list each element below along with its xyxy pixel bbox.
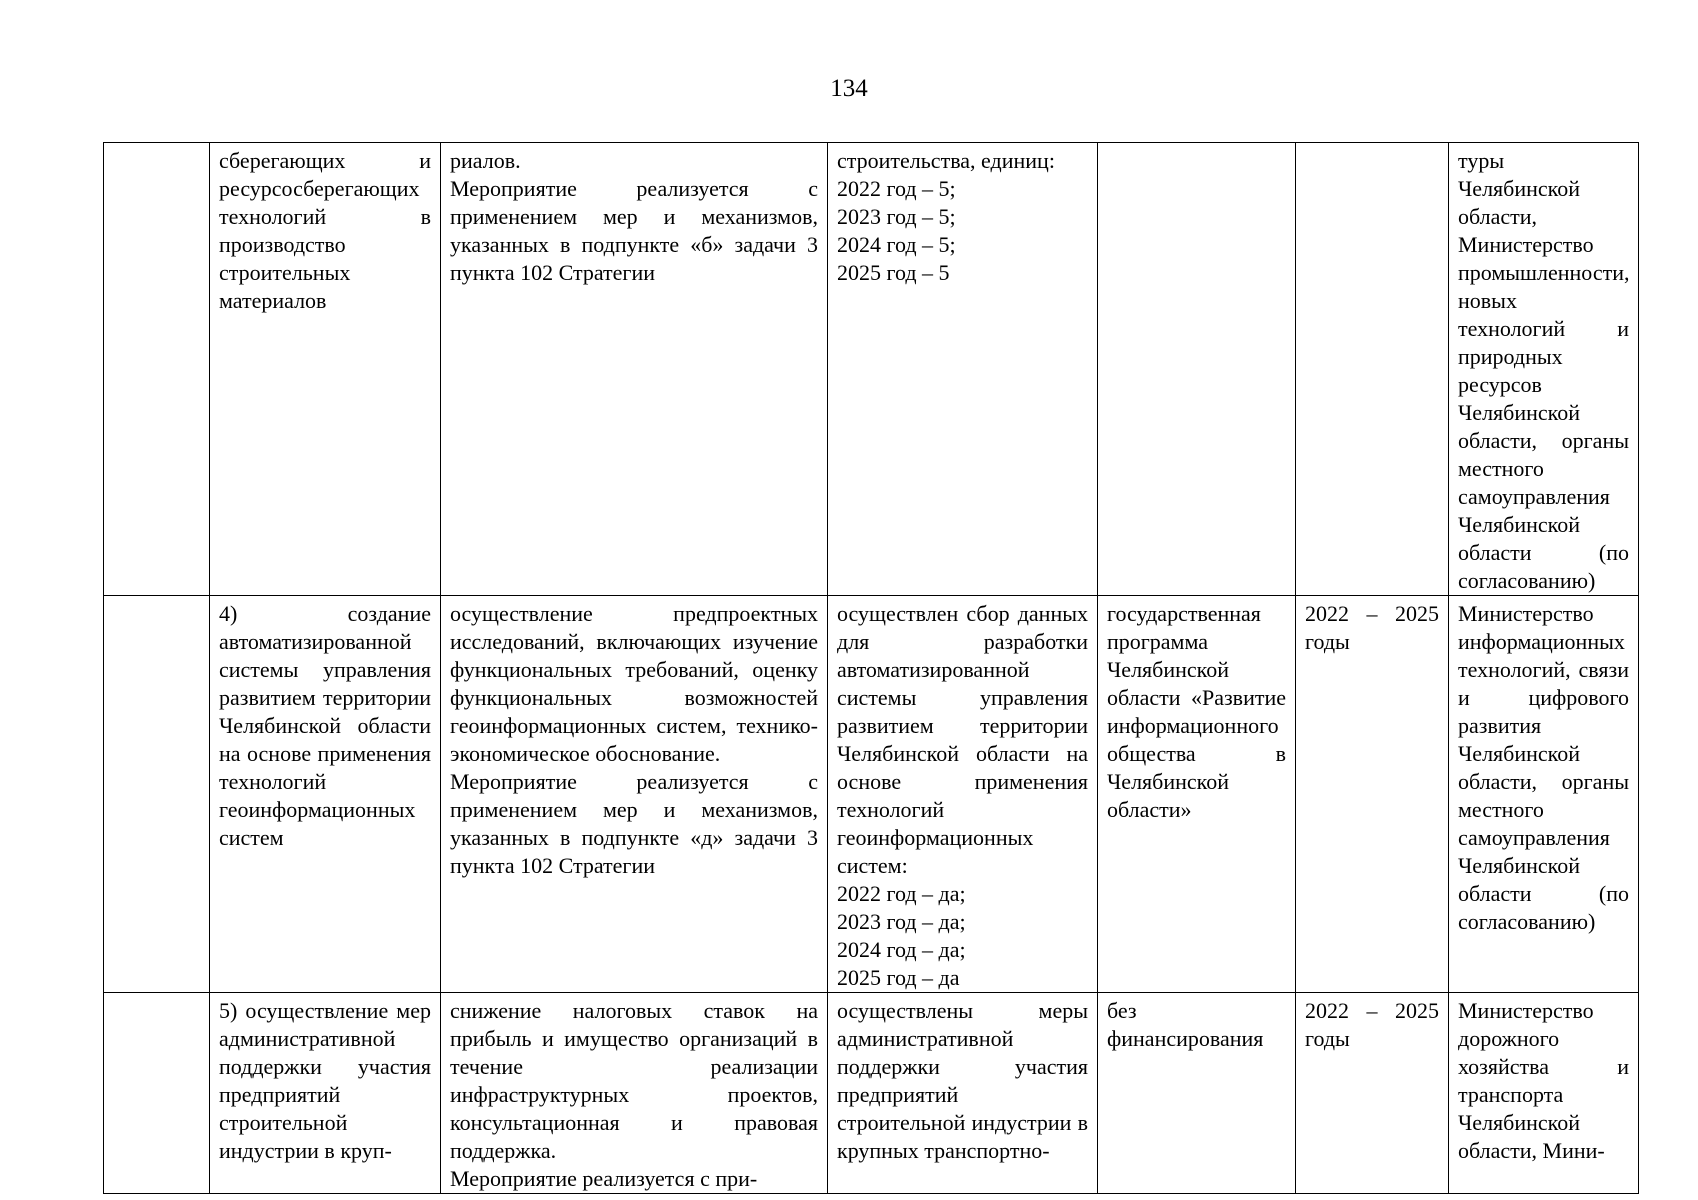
table-cell-description: риалов. Мероприятие реализуется с применением мер и механизмов, указанных в подпункте «б» задачи 3 пункта 102 Стратегии	[441, 143, 828, 596]
table-cell-indicator: осуществлен сбор данных для разработки автоматизированной системы управления развитием территории Челябинской области на основе применения технологий геоинформационных систем: 2022 год – да; 2023 год – да; 2024 год – да; 2025 год – да	[828, 596, 1098, 993]
table-cell-responsible: туры Челябинской области, Министерство промышленности, новых технологий и природных ресурсов Челябинской области, органы местного самоуправления Челябинской области (по согласованию)	[1449, 143, 1639, 596]
table-cell-indicator: строительства, единиц: 2022 год – 5; 2023 год – 5; 2024 год – 5; 2025 год – 5	[828, 143, 1098, 596]
measures-table	[103, 142, 1639, 1194]
table-cell-measure: сберегающих и ресурсосберегающих технологий в производство строительных материалов	[210, 143, 441, 596]
table-cell-source	[1098, 143, 1296, 596]
table-cell-source: без финансирования	[1098, 993, 1296, 1194]
table-row	[104, 143, 1639, 596]
table-cell-period: 2022 – 2025 годы	[1296, 993, 1449, 1194]
table-cell-source: государственная программа Челябинской области «Развитие информационного общества в Челябинской области»	[1098, 596, 1296, 993]
table-cell-responsible: Министерство дорожного хозяйства и транспорта Челябинской области, Мини-	[1449, 993, 1639, 1194]
table-cell-measure: 5) осуществление мер административной поддержки участия предприятий строительной индустрии в круп-	[210, 993, 441, 1194]
table-cell-description: осуществление предпроектных исследований, включающих изучение функциональных требований, оценку функциональных возможностей геоинформационных систем, технико-экономическое обоснование. Мероприятие реализуется с применением мер и механизмов, указанных в подпункте «д» задачи 3 пункта 102 Стратегии	[441, 596, 828, 993]
table-row	[104, 596, 1639, 993]
table-row	[104, 993, 1639, 1194]
table-cell-responsible: Министерство информационных технологий, связи и цифрового развития Челябинской области, органы местного самоуправления Челябинской области (по согласованию)	[1449, 596, 1639, 993]
table-cell-number	[104, 596, 210, 993]
table-cell-indicator: осуществлены меры административной поддержки участия предприятий строительной индустрии в крупных транспортно-	[828, 993, 1098, 1194]
table-cell-description: снижение налоговых ставок на прибыль и имущество организаций в течение реализации инфраструктурных проектов, консультационная и правовая поддержка. Мероприятие реализуется с при-	[441, 993, 828, 1194]
table-cell-measure: 4) создание автоматизированной системы управления развитием территории Челябинской области на основе применения технологий геоинформационных систем	[210, 596, 441, 993]
table-cell-period: 2022 – 2025 годы	[1296, 596, 1449, 993]
page-number: 134	[830, 75, 868, 102]
table-cell-number	[104, 143, 210, 596]
table-cell-number	[104, 993, 210, 1194]
table-cell-period	[1296, 143, 1449, 596]
